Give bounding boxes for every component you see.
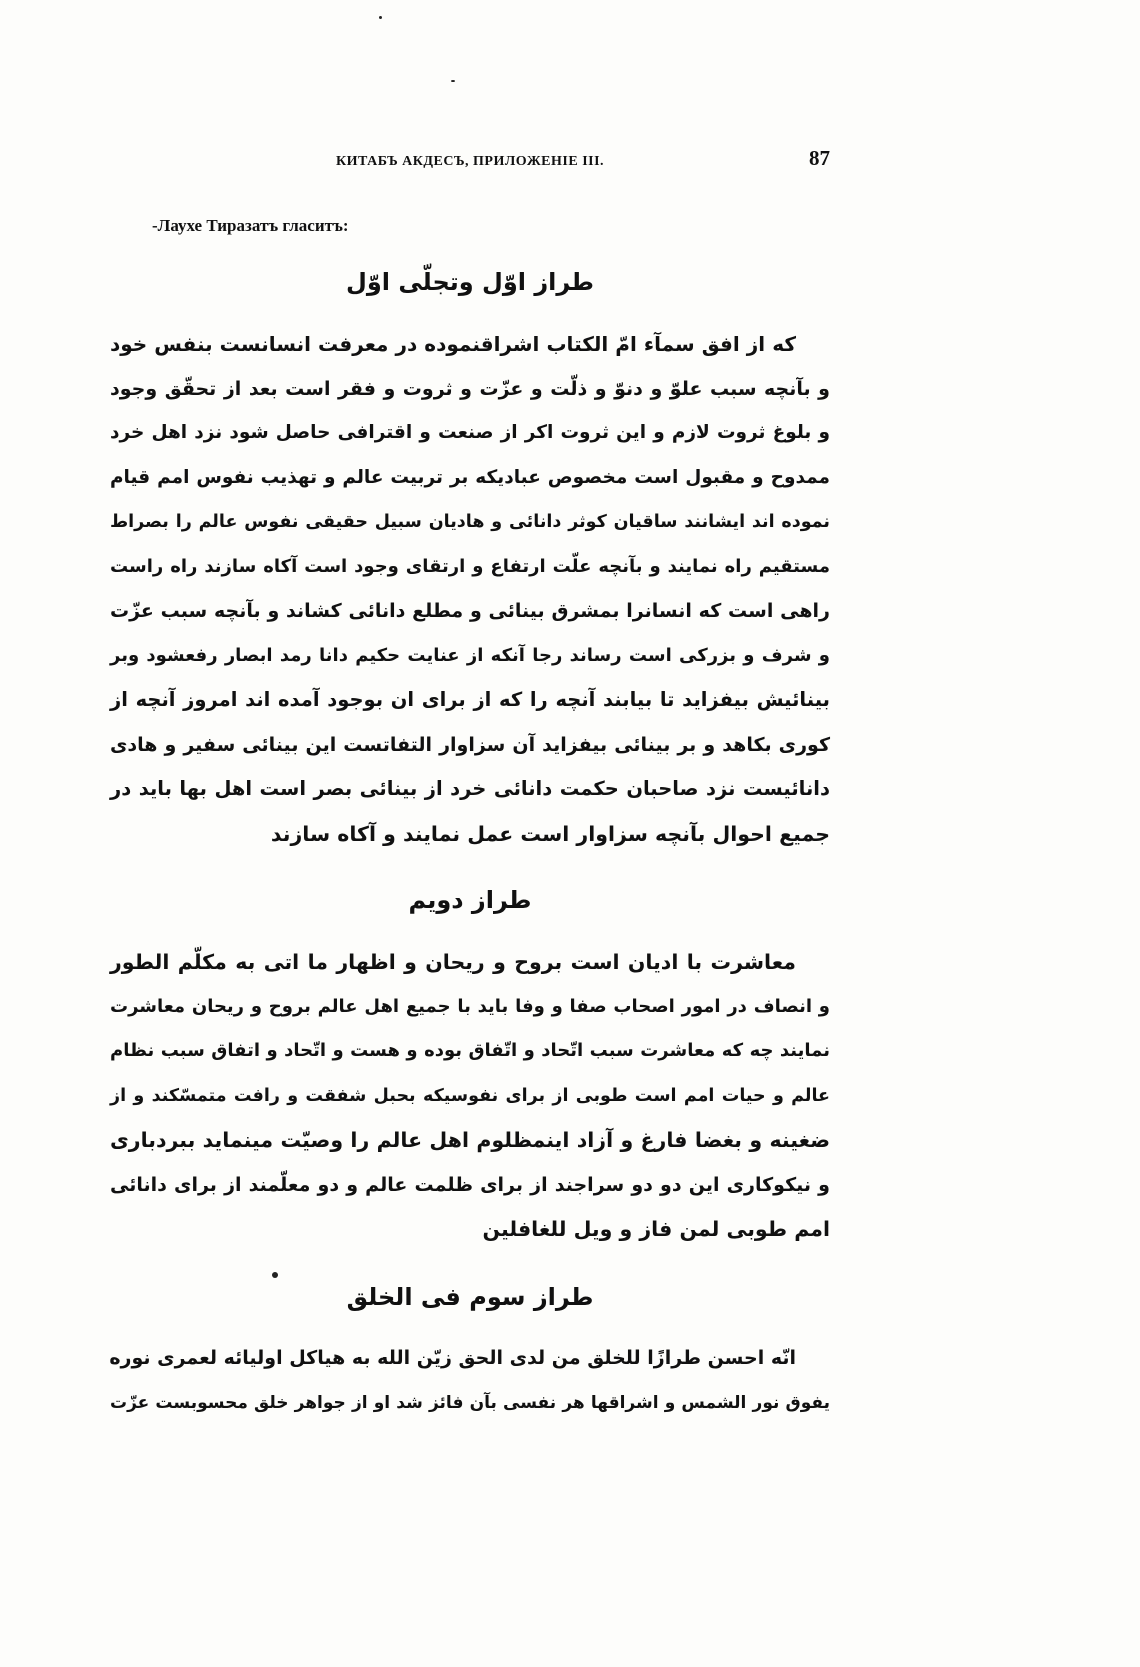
section-body-third: [110, 1336, 830, 1425]
text-line: و بلوغ ثروت لازم و این ثروت اکر از صنعت و اقترافی حاصل شود نزد اهل خرد: [110, 422, 830, 443]
text-line: یفوق نور الشمس و اشراقها هر نفسی بآن فائز شد او از جواهر خلق محسوبست عزّت: [110, 1392, 830, 1413]
stray-dot: [379, 16, 382, 19]
text-line: دانائیست نزد صاحبان حکمت دانائی خرد از بینائی بصر است اهل بها باید در: [110, 777, 830, 800]
section-title-third: طراز سوم فی الخلق: [346, 1283, 594, 1311]
text-line: راهی است که انسانرا بمشرق بینائی و مطلع دانائی کشاند و بآنچه سبب عزّت: [110, 600, 830, 622]
text-line: انّه احسن طرازًا للخلق من لدی الحق زیّن الله به هیاکل اولیائه لعمری نوره: [109, 1347, 796, 1369]
text-line: عالم و حیات امم است طوبی از برای نفوسیکه بحبل شفقت و رافت متمسّکند و از: [110, 1085, 830, 1106]
stray-dot: [272, 1272, 278, 1278]
text-line: و انصاف در امور اصحاب صفا و وفا باید با جمیع اهل عالم بروح و ریحان معاشرت: [110, 995, 830, 1017]
text-line: امم طوبی لمن فاز و ویل للغافلین: [482, 1217, 830, 1241]
section-body-first: [110, 322, 830, 856]
text-line: جمیع احوال بآنچه سزاوار است عمل نمایند و آکاه سازند: [270, 821, 830, 846]
text-line: نمایند چه که معاشرت سبب اتّحاد و اتّفاق بوده و هست و اتّحاد و اتفاق سبب نظام: [110, 1040, 830, 1061]
text-line: ضغینه و بغضا فارغ و آزاد اینمظلوم اهل عالم را وصیّت مینماید ببردباری: [110, 1128, 830, 1152]
text-line: مستقیم راه نمایند و بآنچه علّت ارتفاع و ارتقای وجود است آکاه سازند راه راست: [110, 555, 830, 577]
text-line: معاشرت با ادیان است بروح و ریحان و اظهار ما اتی به مکلّم الطور: [110, 950, 796, 974]
section-title-second: طراز دویم: [408, 886, 532, 914]
section-body-second: [110, 940, 830, 1252]
text-line: که از افق سمآء امّ الکتاب اشراقنموده در معرفت انسانست بنفس خود: [110, 332, 796, 356]
page-header: [110, 146, 830, 180]
text-line: بینائیش بیفزاید تا بیابند آنچه را که از برای ان بوجود آمده اند امروز آنچه از: [110, 688, 830, 711]
running-head: КИТАБЪ АКДЕСЪ, ПРИЛОЖЕНІЕ III.: [335, 154, 605, 169]
text-line: ممدوح و مقبول است مخصوص عبادیکه بر تربیت عالم و تهذیب نفوس امم قیام: [110, 466, 830, 488]
text-line: کوری بکاهد و بر بینائی بیفزاید آن سزاوار التفاتست این بینائی سفیر و هادی: [110, 733, 830, 756]
intro-line: -Лаухе Тиразатъ гласитъ:: [152, 216, 349, 235]
section-title-first: طراز اوّل وتجلّی اوّل: [346, 268, 594, 296]
page-number: 87: [809, 146, 830, 170]
text-line: نموده اند ایشانند ساقیان کوثر دانائی و هادیان سبیل حقیقی نفوس عالم را بصراط: [110, 512, 830, 532]
text-line: و نیکوکاری این دو دو سراجند از برای ظلمت عالم و دو معلّمند از برای دانائی: [110, 1173, 830, 1196]
text-line: و بآنچه سبب علوّ و دنوّ و ذلّت و عزّت و ثروت و فقر است بعد از تحقّق وجود: [110, 377, 830, 400]
text-line: و شرف و بزرکی است رساند رجا آنکه از عنایت حکیم دانا رمد ابصار رفعشود وبر: [110, 644, 830, 666]
stray-dot: [451, 80, 455, 82]
